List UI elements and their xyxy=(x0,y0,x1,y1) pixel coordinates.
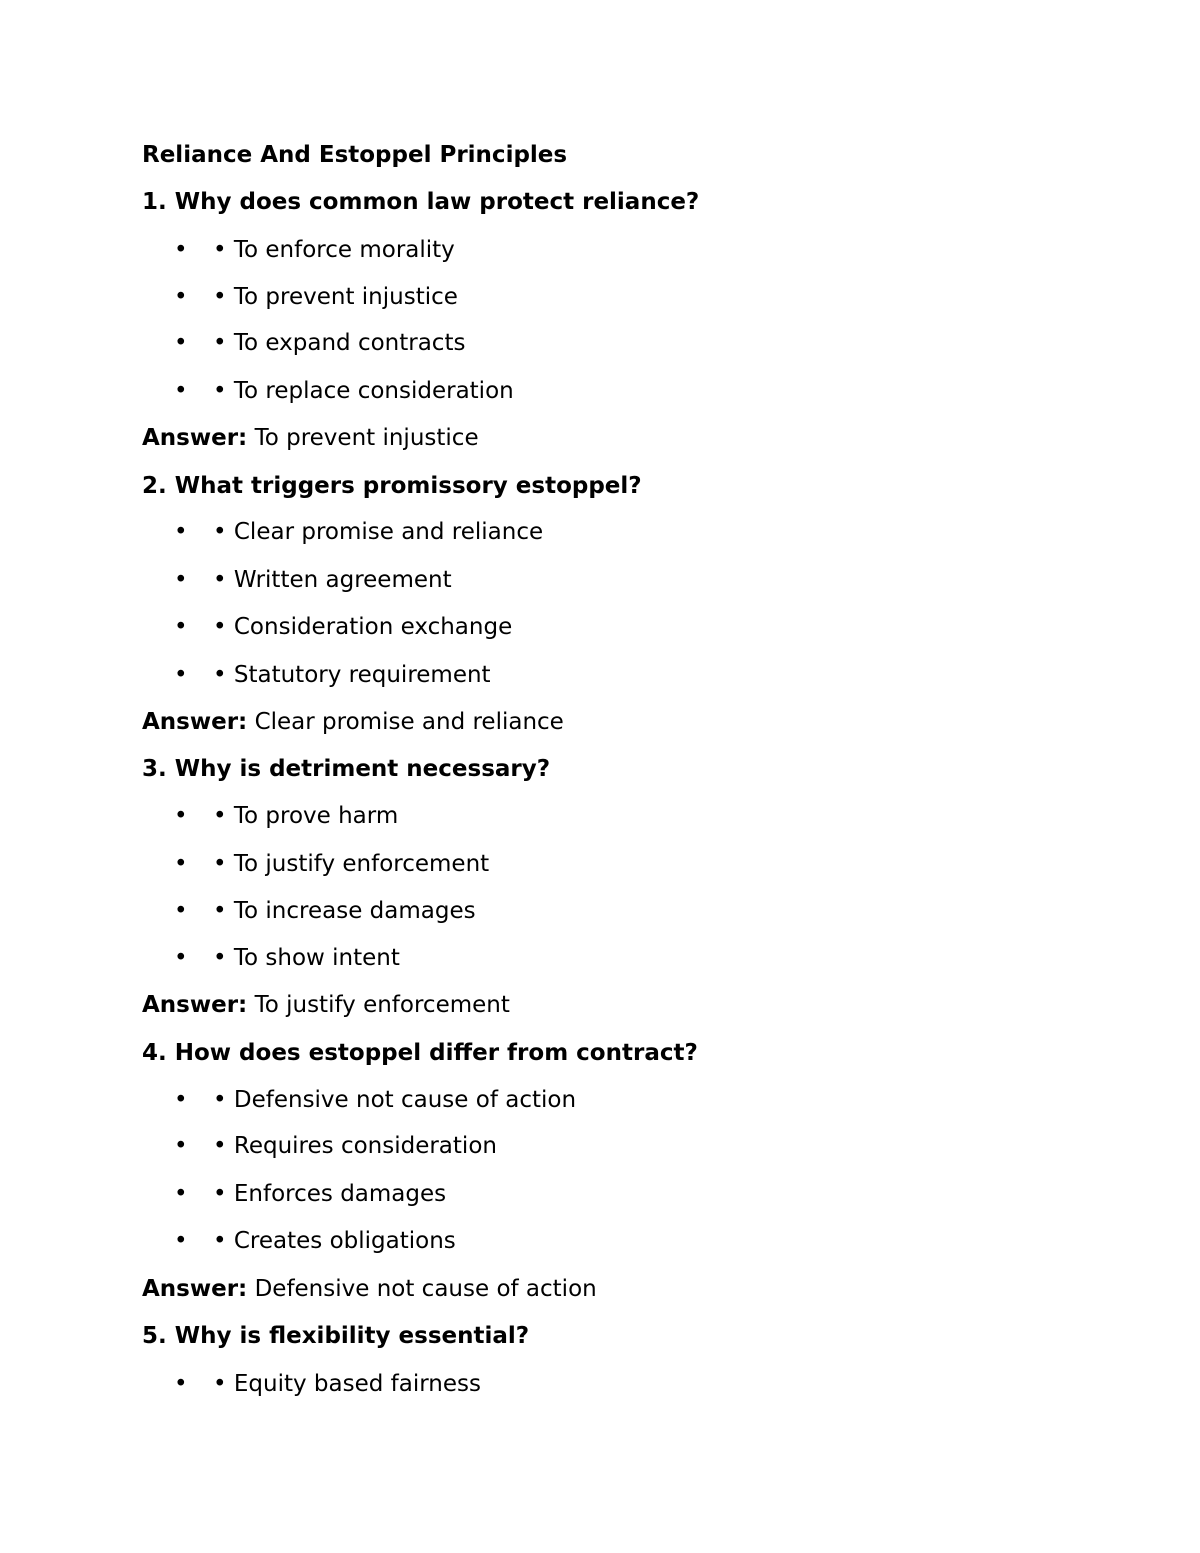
option-text: • Clear promise and reliance xyxy=(213,519,544,545)
bullet-marker: • xyxy=(174,851,188,877)
option xyxy=(174,282,458,312)
question-1: 1. Why does common law protect reliance? xyxy=(142,189,700,215)
option xyxy=(174,612,512,642)
option xyxy=(174,328,465,358)
option xyxy=(174,565,452,595)
option-text: • Equity based fairness xyxy=(213,1371,481,1397)
option-text: • To increase damages xyxy=(213,898,476,924)
answer-label: Answer: xyxy=(142,425,248,451)
bullet-marker: • xyxy=(174,1371,188,1397)
option-text: • Consideration exchange xyxy=(213,614,513,640)
bullet-marker: • xyxy=(174,614,188,640)
bullet-marker: • xyxy=(174,237,188,263)
option-text: • Written agreement xyxy=(213,567,452,593)
option-text: • To prevent injustice xyxy=(213,284,458,310)
option-text: • Requires consideration xyxy=(213,1133,497,1159)
answer-text: To justify enforcement xyxy=(247,992,510,1018)
bullet-marker: • xyxy=(174,284,188,310)
bullet-marker: • xyxy=(174,945,188,971)
option-text: • Statutory requirement xyxy=(213,662,491,688)
option xyxy=(174,1179,446,1209)
answer-label: Answer: xyxy=(142,992,248,1018)
answer-2 xyxy=(142,707,564,737)
answer-3 xyxy=(142,990,510,1020)
answer-text: Clear promise and reliance xyxy=(247,709,564,735)
option xyxy=(174,943,400,973)
option xyxy=(174,1131,497,1161)
option xyxy=(174,801,398,831)
bullet-marker: • xyxy=(174,1133,188,1159)
option xyxy=(174,235,455,265)
answer-1 xyxy=(142,423,479,453)
answer-label: Answer: xyxy=(142,1276,248,1302)
option-text: • Enforces damages xyxy=(213,1181,447,1207)
option-text: • Creates obligations xyxy=(213,1228,456,1254)
question-3: 3. Why is detriment necessary? xyxy=(142,756,551,782)
question-5: 5. Why is flexibility essential? xyxy=(142,1323,530,1349)
option xyxy=(174,896,476,926)
option xyxy=(174,1085,576,1115)
option xyxy=(174,660,491,690)
bullet-marker: • xyxy=(174,378,188,404)
option xyxy=(174,1226,456,1256)
answer-4 xyxy=(142,1274,597,1304)
option xyxy=(174,376,514,406)
option-text: • To show intent xyxy=(213,945,400,971)
option xyxy=(174,517,543,547)
option-text: • To prove harm xyxy=(213,803,399,829)
answer-text: Defensive not cause of action xyxy=(247,1276,597,1302)
bullet-marker: • xyxy=(174,803,188,829)
bullet-marker: • xyxy=(174,1181,188,1207)
bullet-marker: • xyxy=(174,519,188,545)
question-4: 4. How does estoppel differ from contract? xyxy=(142,1040,698,1066)
answer-text: To prevent injustice xyxy=(247,425,479,451)
bullet-marker: • xyxy=(174,330,188,356)
option xyxy=(174,849,489,879)
option-text: • To expand contracts xyxy=(213,330,466,356)
bullet-marker: • xyxy=(174,1228,188,1254)
bullet-marker: • xyxy=(174,898,188,924)
option-text: • To justify enforcement xyxy=(213,851,490,877)
bullet-marker: • xyxy=(174,1087,188,1113)
bullet-marker: • xyxy=(174,662,188,688)
option-text: • To replace consideration xyxy=(213,378,514,404)
question-2: 2. What triggers promissory estoppel? xyxy=(142,473,642,499)
bullet-marker: • xyxy=(174,567,188,593)
option xyxy=(174,1369,481,1399)
answer-label: Answer: xyxy=(142,709,248,735)
option-text: • Defensive not cause of action xyxy=(213,1087,577,1113)
option-text: • To enforce morality xyxy=(213,237,455,263)
document-title: Reliance And Estoppel Principles xyxy=(142,142,568,168)
